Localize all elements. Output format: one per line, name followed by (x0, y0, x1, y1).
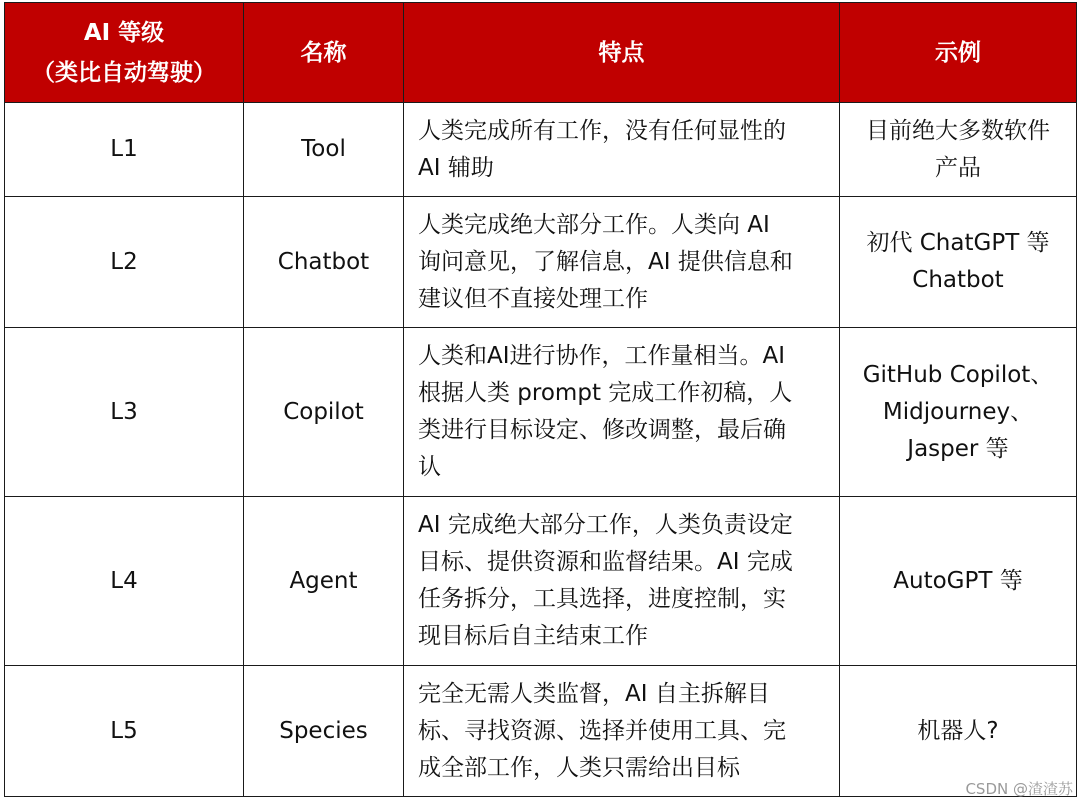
name-cell: Chatbot (244, 197, 404, 328)
name-cell: Species (244, 666, 404, 797)
examples-cell (840, 197, 1077, 328)
examples-line: Jasper 等 (907, 435, 1009, 462)
examples-line: GitHub Copilot、 (862, 361, 1054, 388)
features-line: 目标、提供资源和监督结果。AI 完成 (418, 549, 793, 575)
level-cell: L3 (5, 328, 244, 497)
header-level-line2: （类比自动驾驶） (32, 59, 216, 86)
table-row (5, 197, 1077, 328)
features-line: 根据人类 prompt 完成工作初稿，人 (418, 380, 793, 406)
examples-cell (840, 328, 1077, 497)
header-level (5, 3, 244, 103)
features-line: 任务拆分，工具选择，进度控制，实 (418, 586, 786, 612)
table-row (5, 328, 1077, 497)
examples-line: Chatbot (912, 267, 1004, 293)
features-line: 人类完成绝大部分工作。人类向 AI (418, 211, 770, 238)
examples-cell (840, 497, 1077, 666)
table-row (5, 497, 1077, 666)
features-line: 现目标后自主结束工作 (418, 623, 648, 649)
features-line: 人类和AI进行协作，工作量相当。AI (418, 343, 786, 369)
csdn-watermark: CSDN @渣渣苏 (965, 780, 1073, 798)
ai-levels-table (4, 2, 1077, 797)
examples-line: Midjourney、 (882, 398, 1034, 425)
level-cell: L1 (5, 103, 244, 197)
header-name: 名称 (244, 3, 404, 103)
features-cell (404, 328, 840, 497)
examples-line: 目前绝大多数软件 (866, 117, 1050, 144)
examples-line: AutoGPT 等 (893, 567, 1023, 594)
examples-cell (840, 666, 1077, 797)
features-line: AI 完成绝大部分工作，人类负责设定 (418, 512, 793, 538)
features-line: 人类完成所有工作，没有任何显性的 (418, 117, 786, 144)
level-cell: L4 (5, 497, 244, 666)
features-cell (404, 103, 840, 197)
header-level-line1: AI 等级 (83, 19, 165, 46)
level-cell: L2 (5, 197, 244, 328)
examples-cell (840, 103, 1077, 197)
features-line: 类进行目标设定、修改调整，最后确 (418, 417, 786, 443)
header-examples: 示例 (840, 3, 1077, 103)
examples-line: 初代 ChatGPT 等 (866, 230, 1050, 256)
features-line: 建议但不直接处理工作 (418, 285, 648, 312)
examples-line: 产品 (935, 154, 981, 181)
features-line: 成全部工作，人类只需给出目标 (418, 754, 740, 781)
features-line: 标、寻找资源、选择并使用工具、完 (418, 717, 786, 744)
features-line: 认 (418, 454, 441, 480)
features-line: 完全无需人类监督，AI 自主拆解目 (418, 680, 770, 707)
features-cell (404, 197, 840, 328)
features-cell (404, 666, 840, 797)
name-cell: Tool (244, 103, 404, 197)
header-features: 特点 (404, 3, 840, 103)
header-row (5, 3, 1077, 103)
table-row (5, 666, 1077, 797)
table-row (5, 103, 1077, 197)
examples-line: 机器人? (917, 717, 999, 744)
level-cell: L5 (5, 666, 244, 797)
name-cell: Copilot (244, 328, 404, 497)
features-cell (404, 497, 840, 666)
name-cell: Agent (244, 497, 404, 666)
features-line: AI 辅助 (418, 154, 494, 181)
features-line: 询问意见，了解信息，AI 提供信息和 (418, 248, 793, 275)
